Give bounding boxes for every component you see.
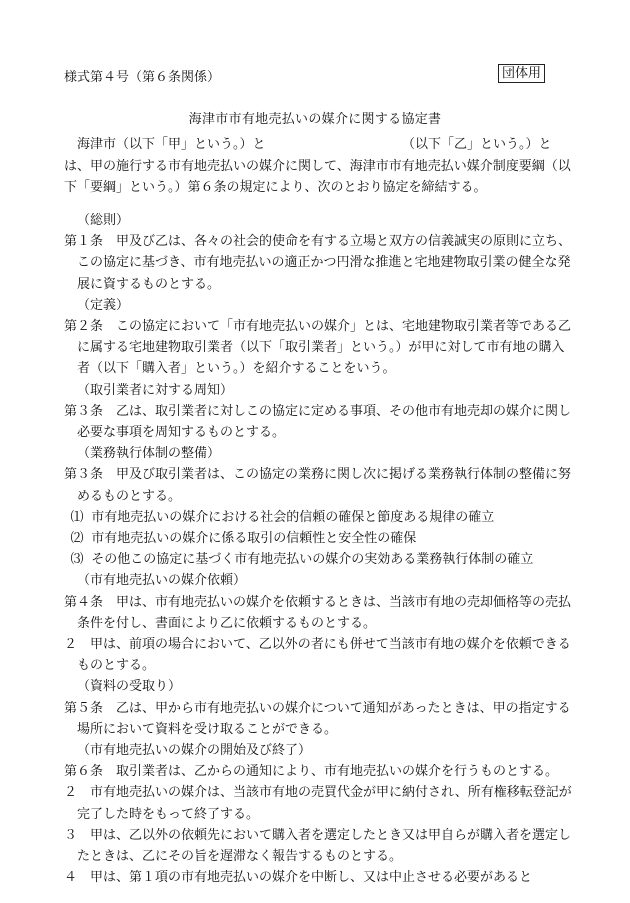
articles-body bbox=[64, 210, 572, 889]
article-paragraph: 第４条 甲は、市有地売払いの媒介を依頼するときは、当該市有地の売却価格等の売払条件を付し、書面により乙に依頼するものとする。 bbox=[64, 594, 572, 631]
list-item-text: その他この協定に基づく市有地売払いの媒介の実効ある業務執行体制の確立 bbox=[91, 552, 534, 568]
usage-badge: 団体用 bbox=[498, 64, 545, 83]
document-title: 海津市市有地売払いの媒介に関する協定書 bbox=[188, 112, 442, 127]
article-paragraph: 第２条 この協定において「市有地売払いの媒介」とは、宅地建物取引業者等である乙に属する宅地建物取引業者（以下「取引業者」という。）が甲に対して市有地の購入者（以下「購入者」という。）を紹介することをいう。 bbox=[64, 319, 572, 377]
list-item bbox=[64, 528, 572, 549]
article-paragraph: ２ 甲は、前項の場合において、乙以外の者にも併せて当該市有地の媒介を依頼できるものとする。 bbox=[64, 637, 571, 674]
list-item bbox=[64, 507, 572, 528]
article-heading: （定義） bbox=[77, 297, 130, 313]
article-paragraph: 第３条 甲及び取引業者は、この協定の業務に関し次に掲げる業務執行体制の整備に努めるものとする。 bbox=[64, 467, 572, 504]
article-paragraph: ３ 甲は、乙以外の依頼先において購入者を選定したとき又は甲自らが購入者を選定したときは、乙にその旨を遅滞なく報告するものとする。 bbox=[64, 827, 572, 865]
list-item-number: ⑵ bbox=[70, 531, 84, 547]
article-paragraph: 第３条 乙は、取引業者に対しこの協定に定める事項、その他市有地売却の媒介に関し必要な事項を周知するものとする。 bbox=[64, 403, 572, 441]
article-heading: （取引業者に対する周知） bbox=[77, 382, 234, 398]
article-heading: （総則） bbox=[77, 213, 130, 228]
intro-paragraph: 海津市（以下「甲」という。）と （以下「乙」という。）とは、甲の施行する市有地売払いの媒介に関して、海津市市有地売払い媒介制度要綱（以下「要綱」という。）第６条の規定により、次のとおり協定を締結する。 bbox=[64, 137, 571, 195]
article-paragraph: 第６条 取引業者は、乙からの通知により、市有地売払いの媒介を行うものとする。 bbox=[64, 764, 559, 780]
article-heading: （資料の受取り） bbox=[77, 679, 182, 695]
article-paragraph: 第１条 甲及び乙は、各々の社会的使命を有する立場と双方の信義誠実の原則に立ち、この協定に基づき、市有地売払いの適正かつ円滑な推進と宅地建物取引業の健全な発展に資するものとする。 bbox=[64, 234, 572, 292]
article-heading: （市有地売払いの媒介依頼） bbox=[77, 573, 247, 589]
article-paragraph: ４ 甲は、第１項の市有地売払いの媒介を中断し、又は中止させる必要があると bbox=[64, 870, 533, 886]
article-paragraph: ２ 市有地売払いの媒介は、当該市有地の売買代金が甲に納付され、所有権移転登記が完了した時をもって終了する。 bbox=[64, 785, 572, 822]
list-item-number: ⑶ bbox=[70, 552, 84, 568]
list-item bbox=[64, 549, 572, 570]
form-number: 様式第４号（第６条関係） bbox=[64, 70, 221, 85]
article-paragraph: 第５条 乙は、甲から市有地売払いの媒介について通知があったときは、甲の指定する場所において資料を受け取ることができる。 bbox=[64, 700, 571, 737]
article-heading: （業務執行体制の整備） bbox=[77, 446, 221, 462]
list-item-number: ⑴ bbox=[70, 509, 84, 525]
article-heading: （市有地売払いの媒介の開始及び終了） bbox=[77, 743, 312, 759]
list-item-text: 市有地売払いの媒介に係る取引の信頼性と安全性の確保 bbox=[91, 531, 417, 547]
list-item-text: 市有地売払いの媒介における社会的信頼の確保と節度ある規律の確立 bbox=[91, 509, 495, 525]
